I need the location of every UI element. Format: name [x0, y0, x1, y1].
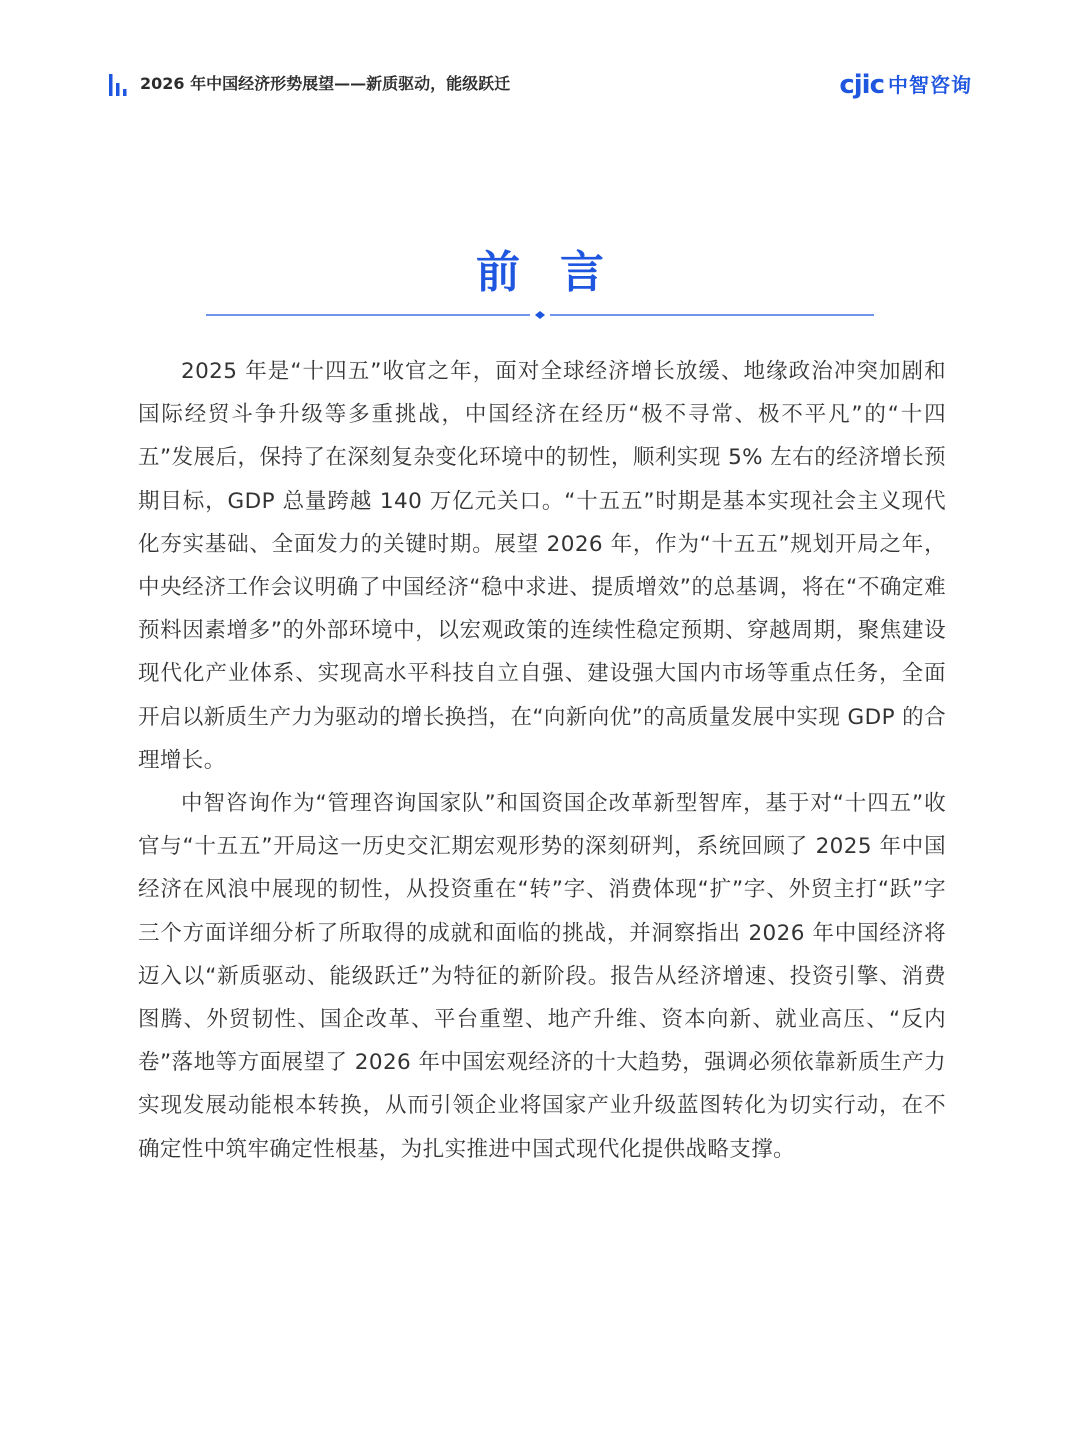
page-header: [108, 68, 972, 102]
body-text: [138, 350, 946, 1171]
logo-name: 中智咨询: [888, 73, 972, 97]
page-title: 前言: [476, 247, 644, 298]
title-divider: [206, 310, 874, 322]
divider-diamond-icon: [535, 311, 545, 319]
company-logo: [839, 70, 972, 100]
paragraph: 2025 年是“十四五”收官之年，面对全球经济增长放缓、地缘政治冲突加剧和国际经贸斗争升级等多重挑战，中国经济在经历“极不寻常、极不平凡”的“十四五”发展后，保持了在深刻复杂变化环境中的韧性，顺利实现 5% 左右的经济增长预期目标，GDP 总量跨越 140 万亿元关口。“十五五”时期是基本实现社会主义现代化夯实基础、全面发力的关键时期。展望 2026 年，作为“十五五”规划开局之年，中央经济工作会议明确了中国经济“稳中求进、提质增效”的总基调，将在“不确定难预料因素增多”的外部环境中，以宏观政策的连续性稳定预期、穿越周期，聚焦建设现代化产业体系、实现高水平科技自立自强、建设强大国内市场等重点任务，全面开启以新质生产力为驱动的增长换挡，在“向新向优”的高质量发展中实现 GDP 的合理增长。: [138, 359, 946, 773]
header-title: 2026 年中国经济形势展望——新质驱动，能级跃迁: [140, 74, 511, 93]
logo-mark: cjic: [839, 70, 884, 100]
bar-chart-icon: [108, 74, 130, 96]
paragraph: 中智咨询作为“管理咨询国家队”和国资国企改革新型智库，基于对“十四五”收官与“十五五”开局这一历史交汇期宏观形势的深刻研判，系统回顾了 2025 年中国经济在风浪中展现的韧性，从投资重在“转”字、消费体现“扩”字、外贸主打“跃”字三个方面详细分析了所取得的成就和面临的挑战，并洞察指出 2026 年中国经济将迈入以“新质驱动、能级跃迁”为特征的新阶段。报告从经济增速、投资引擎、消费图腾、外贸韧性、国企改革、平台重塑、地产升维、资本向新、就业高压、“反内卷”落地等方面展望了 2026 年中国宏观经济的十大趋势，强调必须依靠新质生产力实现发展动能根本转换，从而引领企业将国家产业升级蓝图转化为切实行动，在不确定性中筑牢确定性根基，为扎实推进中国式现代化提供战略支撑。: [138, 791, 946, 1162]
